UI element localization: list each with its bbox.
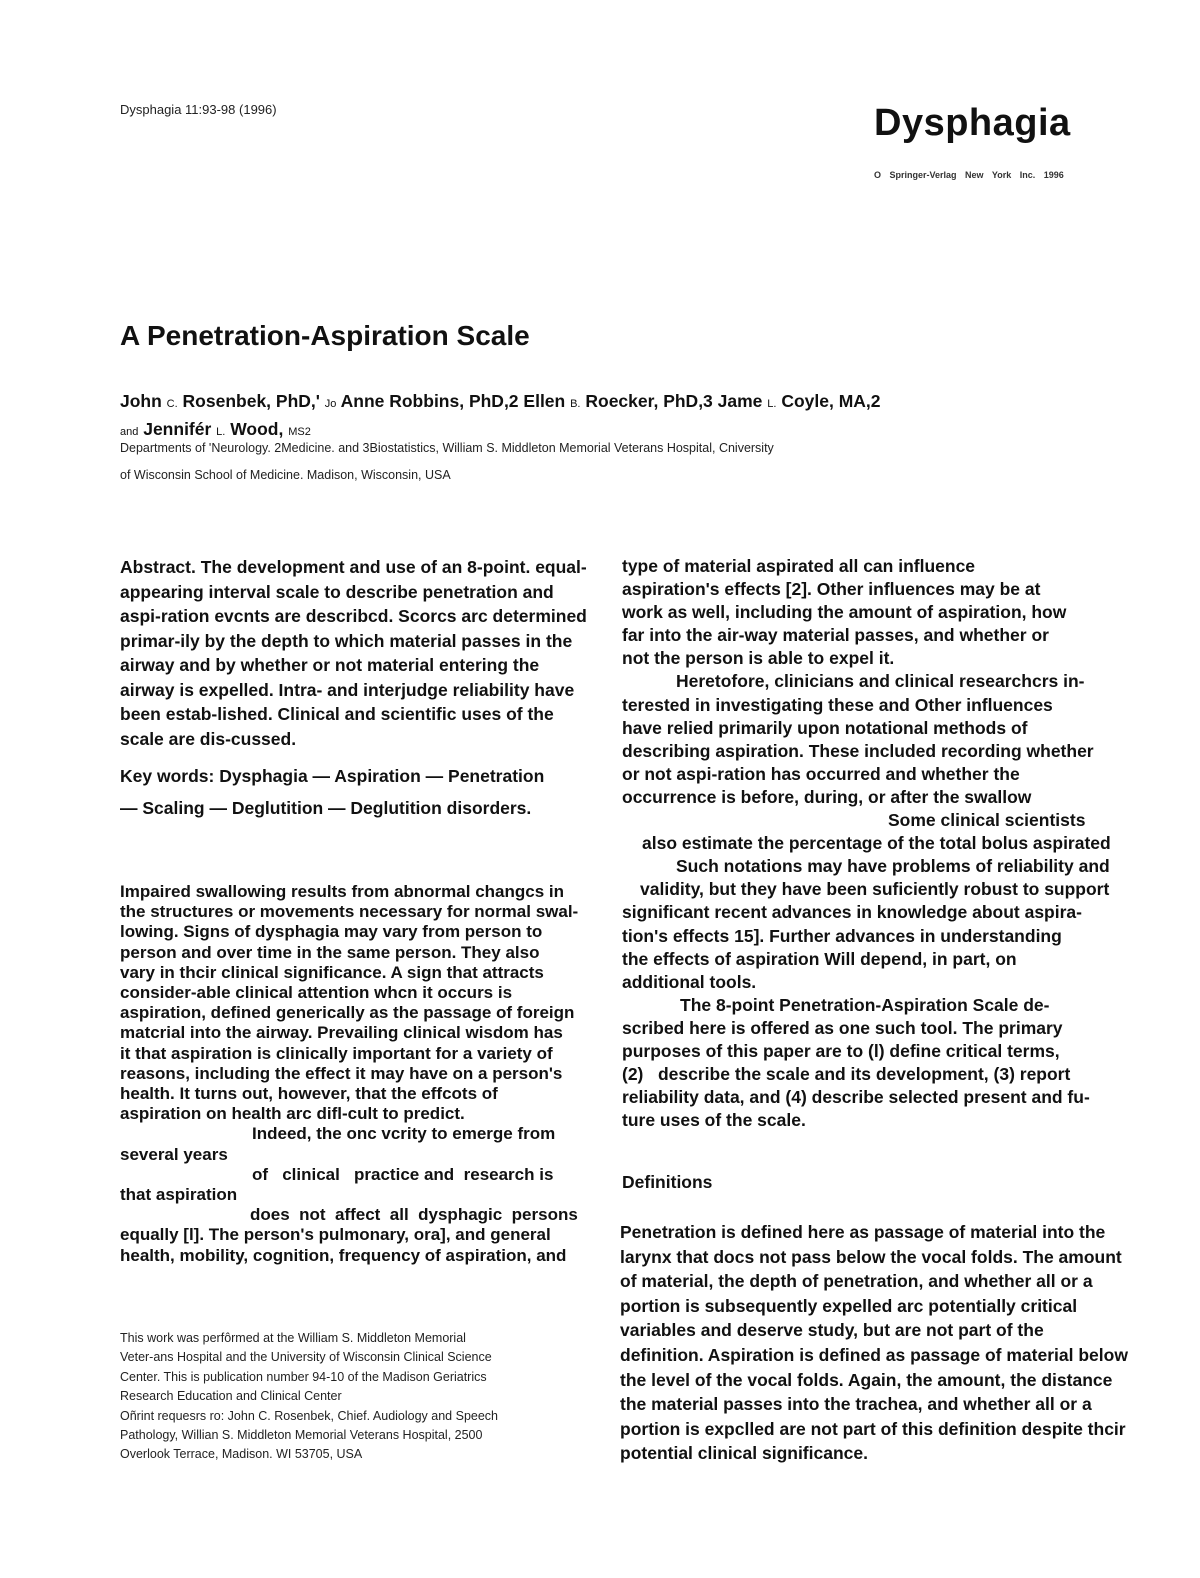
right-column-text [622,555,1112,1132]
text-line: airway is expelled. Intra- and interjudge reliability have [120,679,575,700]
text-line: portion is subsequently expelled arc potentially critical [620,1295,1078,1316]
text-line: equally [l]. The person's pulmonary, ora], and general [120,1225,551,1245]
text-line: person and over time in the same person. They also [120,942,540,962]
text-line: health. It turns out, however, that the effcots of [120,1084,498,1104]
text-line: the material passes into the trachea, and whether all or a [620,1394,1092,1415]
text-line: airway and by whether or not material entering the [120,655,540,675]
author-name: John [120,391,167,411]
author-initial: B. [570,398,581,410]
text-line: reliability data, and (4) describe selected present and fu- [622,1087,1090,1108]
text-line: does not affect all dysphagic persons [250,1205,578,1225]
text-line: the effects of aspiration Will depend, in part, on [622,948,1017,969]
text-line: type of material aspirated all can influence [622,556,976,576]
text-line: aspi-ration evcnts are describcd. Scorcs arc determined [120,606,587,626]
text-line: — Scaling — Deglutition — Deglutition disorders. [120,798,532,818]
text-line: work as well, including the amount of aspiration, how [622,602,1067,623]
text-line: not the person is able to expel it. [622,648,895,669]
author-name: Rosenbek, PhD,' [177,391,325,411]
text-line: the structures or movements necessary for normal swal- [120,902,579,922]
author-name: Wood, [225,419,289,439]
author-initial: C. [166,398,178,410]
text-line: additional tools. [622,971,757,992]
text-line: aspiration's effects [2]. Other influences may be at [622,579,1041,600]
introduction-text [120,882,595,1266]
text-line: aspiration on health arc difl-cult to predict. [120,1104,465,1124]
keywords [120,760,610,824]
text-line: Impaired swallowing results from abnormal changcs in [120,882,564,901]
text-line: been estab-lished. Clinical and scientific uses of the [120,704,554,724]
text-line: definition. Aspiration is defined as passage of material below [620,1344,1128,1365]
author-name: Jennifér [138,419,217,439]
journal-citation: Dysphagia 11:93-98 (1996) [120,102,277,117]
text-line: Heretofore, clinicians and clinical researchcrs in- [676,671,1085,692]
text-line: primar-ily by the depth to which material passes in the [120,630,573,651]
text-line: describing aspiration. These included recording whether [622,740,1094,761]
text-line: of clinical practice and research is [252,1164,554,1184]
text-line: Such notations may have problems of reliability and [676,856,1110,877]
text-line: vary in thcir clinical significance. A sign that attracts [120,962,544,982]
journal-title: Dysphagia [874,102,1071,144]
text-line: Abstract. The development and use of an 8-point. equal- [120,557,587,577]
paper-title: A Penetration-Aspiration Scale [120,320,530,351]
text-line: consider-able clinical attention whcn it occurs is [120,983,513,1003]
text-line: that aspiration [120,1185,238,1205]
text-line: matcrial into the airway. Prevailing clinical wisdom has [120,1023,563,1043]
text-line: Oñrint requesrs ro: John C. Rosenbek, Chief. Audiology and Speech [120,1408,498,1423]
text-line: Indeed, the onc vcrity to emerge from [252,1124,556,1144]
text-line: Research Education and Clinical Center [120,1389,342,1404]
text-line: have relied primarily upon notational methods of [622,717,1028,738]
author-name: Coyle, MA,2 [776,391,881,411]
text-line: (2) describe the scale and its development, (3) report [622,1064,1071,1085]
author-list [120,389,1020,445]
text-line: variables and deserve study, but are not part of the [620,1320,1044,1341]
text-line: Overlook Terrace, Madison. WI 53705, USA [120,1447,363,1462]
text-line: tion's effects 15]. Further advances in understanding [622,925,1062,946]
text-line: Center. This is publication number 94-10 of the Madison Geriatrics [120,1369,487,1384]
text-line: of material, the depth of penetration, and whether all or a [620,1271,1093,1292]
text-line: the level of the vocal folds. Again, the amount, the distance [620,1369,1113,1390]
text-line: lowing. Signs of dysphagia may vary from person to [120,922,543,942]
definitions-heading: Definitions [622,1172,713,1192]
text-line: Veter-ans Hospital and the University of Wisconsin Clinical Science [120,1350,492,1365]
text-line: Pathology, Willian S. Middleton Memorial Veterans Hospital, 2500 [120,1428,483,1443]
text-line: scale are dis-cussed. [120,728,297,749]
author-name: Roecker, PhD,3 Jame [580,391,768,411]
text-line: purposes of this paper are to (l) define critical terms, [622,1040,1060,1061]
text-line: Penetration is defined here as passage of material into the [620,1222,1106,1242]
copyright-notice: O Springer-Verlag New York Inc. 1996 [874,170,1064,180]
text-line: health, mobility, cognition, frequency of aspiration, and [120,1245,567,1265]
text-line: significant recent advances in knowledge about aspira- [622,902,1082,923]
text-line: scribed here is offered as one such tool. The primary [622,1017,1063,1038]
text-line: Key words: Dysphagia — Aspiration — Penetration [120,766,545,786]
text-line: aspiration, defined generically as the passage of foreign [120,1003,575,1023]
text-line: portion is expclled are not part of this definition despite thcir [620,1418,1126,1439]
text-line: The 8-point Penetration-Aspiration Scale de- [680,994,1050,1015]
affiliation-line-1: Departments of 'Neurology. 2Medicine. and 3Biostatistics, William S. Middleton Memorial Veterans Hospital, Cniversity [120,441,774,455]
author-initial: L. [216,426,226,438]
affiliation-line-2: of Wisconsin School of Medicine. Madison, Wisconsin, USA [120,468,451,482]
text-line: ture uses of the scale. [622,1110,806,1131]
text-line: potential clinical significance. [620,1443,868,1464]
text-line: several years [120,1144,228,1164]
text-line: far into the air-way material passes, and whether or [622,625,1049,646]
text-line: reasons, including the effect it may have on a person's [120,1063,563,1083]
text-line: validity, but they have been suficiently robust to support [640,879,1110,900]
text-line: it that aspiration is clinically important for a variety of [120,1043,553,1063]
author-initial: Jo [324,398,337,410]
abstract [120,555,610,751]
author-initial: and [120,426,139,438]
text-line: occurrence is before, during, or after the swallow [622,786,1032,807]
author-initial: MS2 [288,426,311,438]
text-line: larynx that docs not pass below the vocal folds. The amount [620,1246,1122,1267]
text-line: also estimate the percentage of the total bolus aspirated [642,833,1111,854]
text-line: This work was perfôrmed at the William S. Middleton Memorial [120,1331,466,1345]
text-line: or not aspi-ration has occurred and whether the [622,763,1020,784]
text-line: Some clinical scientists [888,810,1086,831]
text-line: appearing interval scale to describe penetration and [120,581,554,602]
definitions-text [620,1220,1128,1466]
text-line: terested in investigating these and Other influences [622,694,1053,715]
footnote [120,1329,580,1465]
author-line-1 [120,389,1020,417]
author-name: Anne Robbins, PhD,2 Ellen [336,391,571,411]
author-initial: L. [767,398,777,410]
